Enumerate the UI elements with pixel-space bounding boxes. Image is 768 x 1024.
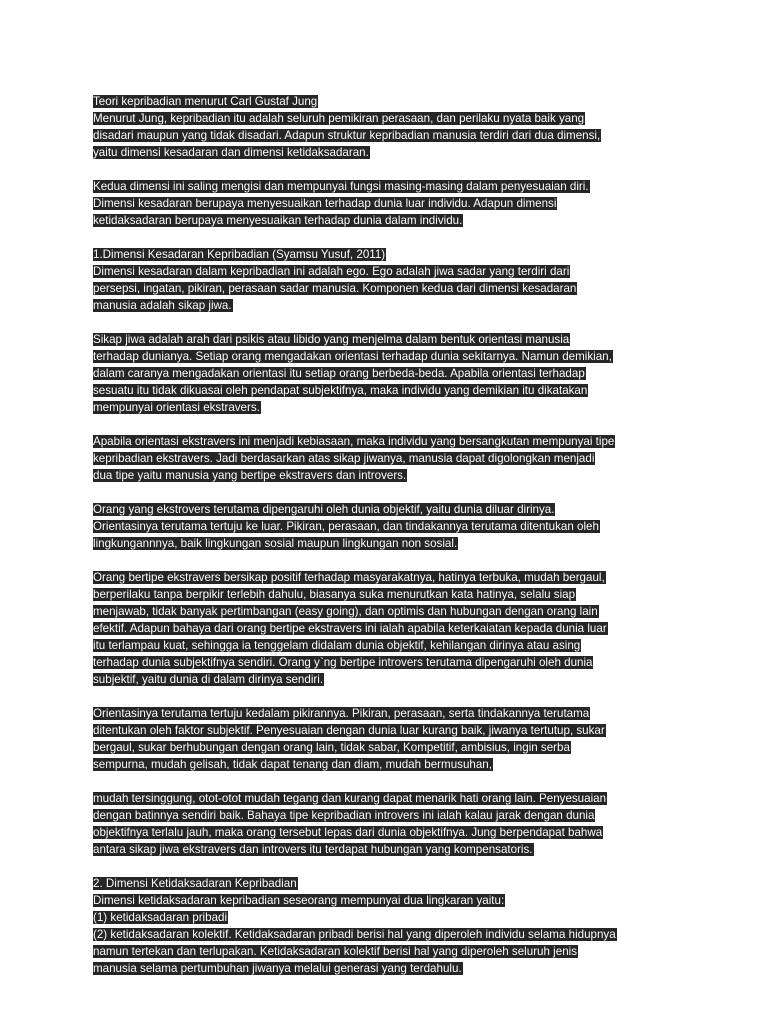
highlighted-text: persepsi, ingatan, pikiran, perasaan sadar manusia. Komponen kedua dari dimensi kesadaran bbox=[93, 282, 577, 295]
text-line bbox=[93, 433, 683, 450]
highlighted-text: itu terlampau kuat, sehingga ia tenggelam didalam dunia objektif, kehilangan dirinya atau asing bbox=[93, 639, 581, 652]
highlighted-text: menjawab, tidak banyak pertimbangan (easy going), dan optimis dan hubungan dengan orang lain bbox=[93, 605, 598, 618]
highlighted-text: Kedua dimensi ini saling mengisi dan mempunyai fungsi masing-masing dalam penyesuaian diri. bbox=[93, 180, 589, 193]
text-line bbox=[93, 722, 683, 739]
text-line bbox=[93, 824, 683, 841]
highlighted-text: terhadap dunianya. Setiap orang mengadakan orientasi terhadap dunia sekitarnya. Namun demikian, bbox=[93, 350, 612, 363]
text-line bbox=[93, 127, 683, 144]
highlighted-text: mudah tersinggung, otot-otot mudah tegang dan kurang dapat menarik hati orang lain. Penyesuaian bbox=[93, 792, 607, 805]
text-line bbox=[93, 399, 683, 416]
text-line bbox=[93, 467, 683, 484]
text-line bbox=[93, 144, 683, 161]
text-line bbox=[93, 263, 683, 280]
highlighted-text: berperilaku tanpa berpikir terlebih dahulu, biasanya suka menurutkan kata hatinya, selalu siap bbox=[93, 588, 576, 601]
highlighted-text: Dimensi kesadaran berupaya menyesuaikan terhadap dunia luar individu. Adapun dimensi bbox=[93, 197, 557, 210]
highlighted-text: Orang yang ekstrovers terutama dipengaruhi oleh dunia objektif, yaitu dunia diluar dirinya. bbox=[93, 503, 555, 516]
text-line bbox=[93, 195, 683, 212]
highlighted-text: Teori kepribadian menurut Carl Gustaf Jung bbox=[93, 95, 318, 108]
text-line bbox=[93, 535, 683, 552]
text-line bbox=[93, 705, 683, 722]
highlighted-text: sempurna, mudah gelisah, tidak dapat tenang dan diam, mudah bermusuhan, bbox=[93, 758, 492, 771]
text-line bbox=[93, 331, 683, 348]
highlighted-text: Orientasinya terutama tertuju kedalam pikirannya. Pikiran, perasaan, serta tindakannya terutama bbox=[93, 707, 590, 720]
text-line bbox=[93, 569, 683, 586]
highlighted-text: Dimensi ketidaksadaran kepribadian seseorang mempunyai dua lingkaran yaitu: bbox=[93, 894, 505, 907]
paragraph bbox=[93, 433, 683, 484]
paragraph bbox=[93, 790, 683, 858]
paragraph bbox=[93, 501, 683, 552]
text-line bbox=[93, 841, 683, 858]
paragraph bbox=[93, 569, 683, 688]
document-body bbox=[93, 93, 683, 994]
text-line bbox=[93, 212, 683, 229]
text-line bbox=[93, 909, 683, 926]
paragraph bbox=[93, 331, 683, 416]
highlighted-text: dua tipe yaitu manusia yang bertipe ekstravers dan introvers. bbox=[93, 469, 407, 482]
highlighted-text: bergaul, sukar berhubungan dengan orang lain, tidak sabar, Kompetitif, ambisius, ingin serba bbox=[93, 741, 570, 754]
highlighted-text: disadari maupun yang tidak disadari. Adapun struktur kepribadian manusia terdiri dari dua dimensi, bbox=[93, 129, 601, 142]
paragraph bbox=[93, 93, 683, 161]
text-line bbox=[93, 926, 683, 943]
text-line bbox=[93, 280, 683, 297]
highlighted-text: kepribadian ekstravers. Jadi berdasarkan atas sikap jiwanya, manusia dapat digolongkan menjadi bbox=[93, 452, 595, 465]
text-line bbox=[93, 178, 683, 195]
highlighted-text: manusia adalah sikap jiwa. bbox=[93, 299, 232, 312]
text-line bbox=[93, 960, 683, 977]
highlighted-text: Orang bertipe ekstravers bersikap positif terhadap masyarakatnya, hatinya terbuka, mudah bergaul, bbox=[93, 571, 605, 584]
highlighted-text: mempunyai orientasi ekstravers. bbox=[93, 401, 260, 414]
text-line bbox=[93, 348, 683, 365]
highlighted-text: antara sikap jiwa ekstravers dan introvers itu terdapat hubungan yang kompensatoris. bbox=[93, 843, 533, 856]
highlighted-text: Dimensi kesadaran dalam kepribadian ini adalah ego. Ego adalah jiwa sadar yang terdiri dari bbox=[93, 265, 570, 278]
highlighted-text: Orientasinya terutama tertuju ke luar. Pikiran, perasaan, dan tindakannya terutama ditentukan oleh bbox=[93, 520, 599, 533]
text-line bbox=[93, 620, 683, 637]
highlighted-text: subjektif, yaitu dunia di dalam dirinya sendiri. bbox=[93, 673, 324, 686]
text-line bbox=[93, 382, 683, 399]
highlighted-text: namun tertekan dan terlupakan. Ketidaksadaran kolektif berisi hal yang diperoleh seluruh jenis bbox=[93, 945, 578, 958]
highlighted-text: efektif. Adapun bahaya dari orang bertipe ekstravers ini ialah apabila keterkaiatan kepada dunia luar bbox=[93, 622, 607, 635]
highlighted-text: 2. Dimensi Ketidaksadaran Kepribadian bbox=[93, 877, 297, 890]
highlighted-text: dengan batinnya sendiri baik. Bahaya tipe kepribadian introvers ini ialah kalau jarak dengan dunia bbox=[93, 809, 595, 822]
text-line bbox=[93, 365, 683, 382]
highlighted-text: manusia selama pertumbuhan jiwanya melalui generasi yang terdahulu. bbox=[93, 962, 462, 975]
paragraph bbox=[93, 246, 683, 314]
highlighted-text: Sikap jiwa adalah arah dari psikis atau libido yang menjelma dalam bentuk orientasi manusia bbox=[93, 333, 570, 346]
text-line bbox=[93, 603, 683, 620]
text-line bbox=[93, 637, 683, 654]
highlighted-text: (1) ketidaksadaran pribadi bbox=[93, 911, 228, 924]
highlighted-text: yaitu dimensi kesadaran dan dimensi ketidaksadaran. bbox=[93, 146, 369, 159]
highlighted-text: ditentukan oleh faktor subjektif. Penyesuaian dengan dunia luar kurang baik, jiwanya tertutup, sukar bbox=[93, 724, 605, 737]
text-line bbox=[93, 297, 683, 314]
text-line bbox=[93, 450, 683, 467]
text-line bbox=[93, 892, 683, 909]
text-line bbox=[93, 110, 683, 127]
paragraph bbox=[93, 705, 683, 773]
highlighted-text: sesuatu itu tidak dikuasai oleh pendapat subjektifnya, maka individu yang demikian itu dikatakan bbox=[93, 384, 588, 397]
text-line bbox=[93, 790, 683, 807]
text-line bbox=[93, 739, 683, 756]
paragraph bbox=[93, 875, 683, 977]
highlighted-text: ketidaksadaran berupaya menyesuaikan terhadap dunia dalam individu. bbox=[93, 214, 463, 227]
highlighted-text: Menurut Jung, kepribadian itu adalah seluruh pemikiran perasaan, dan perilaku nyata baik yang bbox=[93, 112, 585, 125]
text-line bbox=[93, 518, 683, 535]
text-line bbox=[93, 943, 683, 960]
highlighted-text: 1.Dimensi Kesadaran Kepribadian (Syamsu Yusuf, 2011) bbox=[93, 248, 386, 261]
text-line bbox=[93, 756, 683, 773]
highlighted-text: objektifnya terlalu jauh, maka orang tersebut lepas dari dunia objektifnya. Jung berpendapat bahwa bbox=[93, 826, 603, 839]
text-line bbox=[93, 875, 683, 892]
text-line bbox=[93, 586, 683, 603]
highlighted-text: (2) ketidaksadaran kolektif. Ketidaksadaran pribadi berisi hal yang diperoleh individu selama hidupnya bbox=[93, 928, 616, 941]
text-line bbox=[93, 93, 683, 110]
paragraph bbox=[93, 178, 683, 229]
text-line bbox=[93, 807, 683, 824]
highlighted-text: terhadap dunia subjektifnya sendiri. Orang y`ng bertipe introvers terutama dipengaruhi oleh dunia bbox=[93, 656, 593, 669]
text-line bbox=[93, 671, 683, 688]
text-line bbox=[93, 501, 683, 518]
text-line bbox=[93, 654, 683, 671]
text-line bbox=[93, 246, 683, 263]
highlighted-text: Apabila orientasi ekstravers ini menjadi kebiasaan, maka individu yang bersangkutan mempunyai tipe bbox=[93, 435, 615, 448]
highlighted-text: dalam caranya mengadakan orientasi itu setiap orang berbeda-beda. Apabila orientasi terhadap bbox=[93, 367, 585, 380]
highlighted-text: lingkungannnya, baik lingkungan sosial maupun lingkungan non sosial. bbox=[93, 537, 458, 550]
